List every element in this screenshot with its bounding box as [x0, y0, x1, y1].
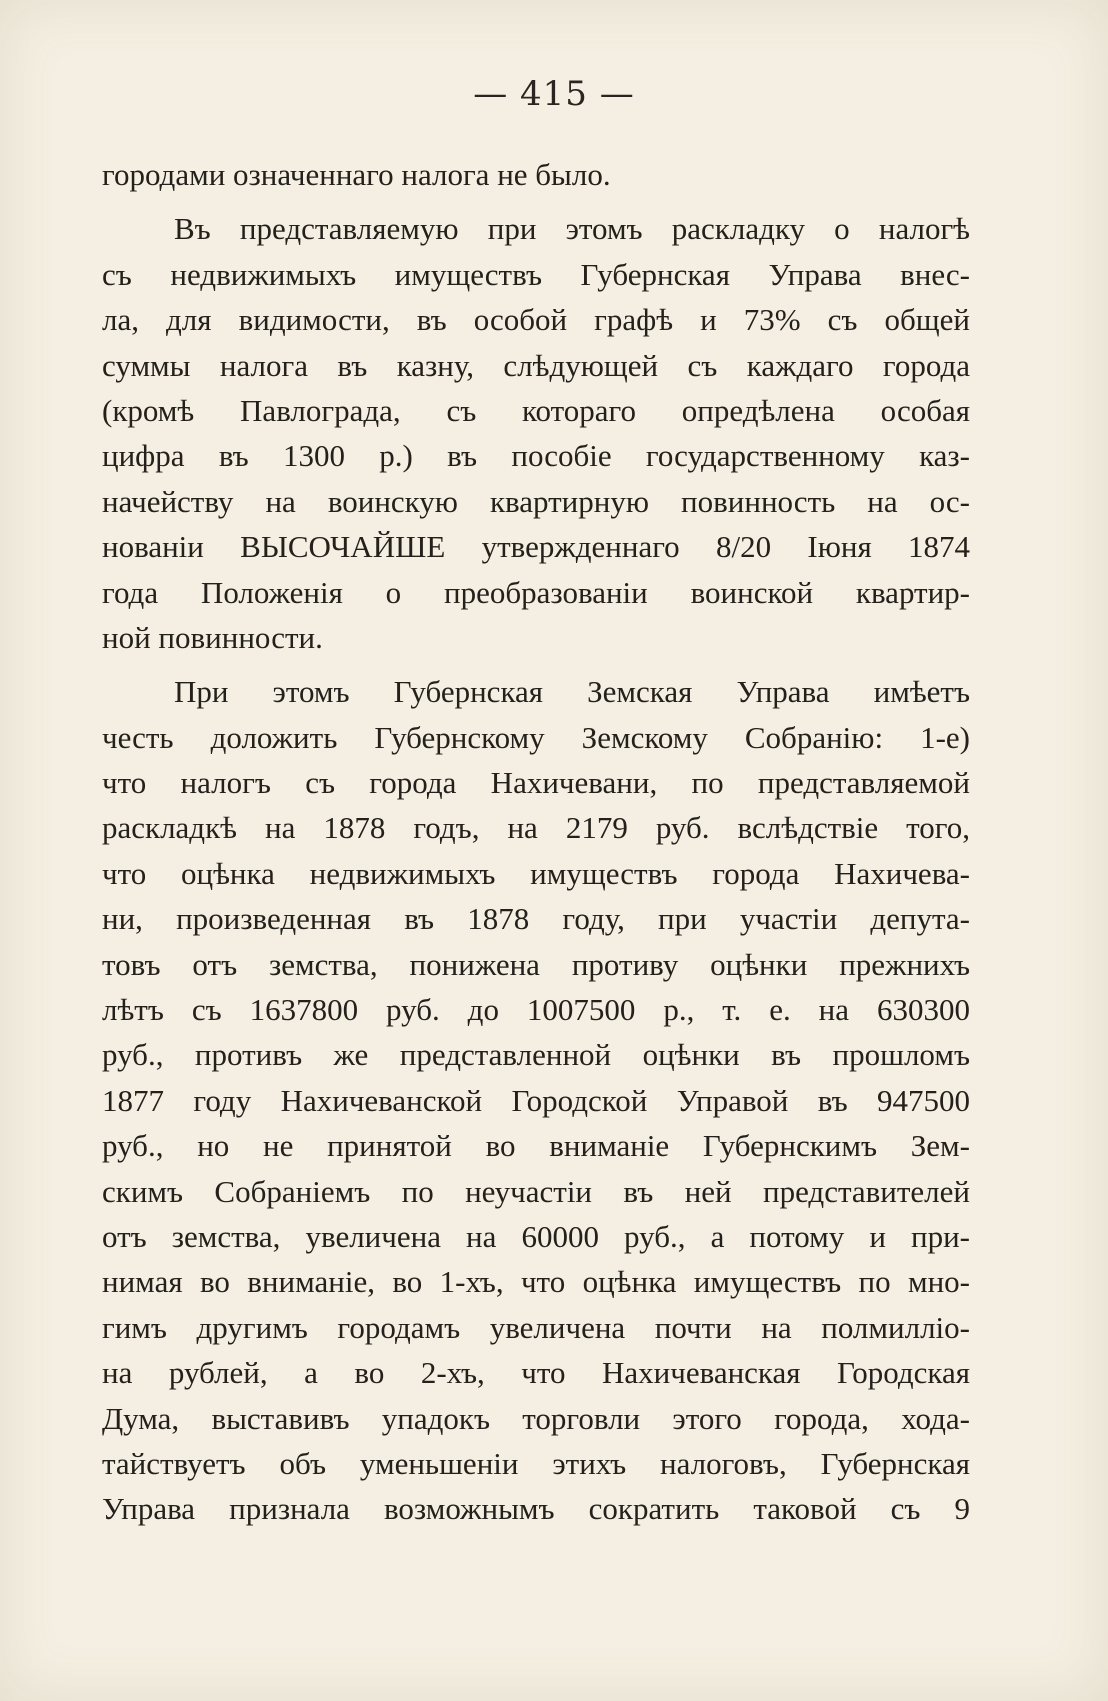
body-text — [102, 152, 970, 1532]
text-line: начейству на воинскую квартирную повинность на ос- — [102, 483, 970, 519]
text-line: При этомъ Губернская Земская Управа имѣетъ — [174, 674, 970, 710]
text-line: цифра въ 1300 р.) въ пособіе государственному каз- — [102, 438, 970, 474]
text-line: Дума, выставивъ упадокъ торговли этого города, хода- — [102, 1400, 970, 1436]
text-line: что оцѣнка недвижимыхъ имуществъ города Нахичева- — [102, 855, 970, 891]
text-line: Управа признала возможнымъ сократить таковой съ 9 — [102, 1491, 970, 1527]
text-line: на рублей, а во 2-хъ, что Нахичеванская Городская — [102, 1355, 970, 1391]
text-line: скимъ Собраніемъ по неучастіи въ ней представителей — [102, 1173, 970, 1209]
text-line: суммы налога въ казну, слѣдующей съ каждаго города — [102, 347, 970, 383]
text-line: ной повинности. — [102, 619, 323, 655]
text-line: лѣтъ съ 1637800 руб. до 1007500 р., т. е. на 630300 — [102, 992, 970, 1028]
text-line: городами означеннаго налога не было. — [102, 157, 611, 192]
text-line: что налогъ съ города Нахичевани, по представляемой — [102, 765, 970, 801]
text-line: руб., но не принятой во вниманіе Губернскимъ Зем- — [102, 1128, 970, 1164]
page-number: — 415 — — [473, 74, 635, 114]
text-line: тайствуетъ объ уменьшеніи этихъ налоговъ, Губернская — [102, 1445, 970, 1481]
text-line: Въ представляемую при этомъ раскладку о налогѣ — [174, 211, 970, 247]
paragraph-3 — [102, 669, 970, 1531]
text-line: отъ земства, увеличена на 60000 руб., а потому и при- — [102, 1218, 970, 1254]
paragraph-1 — [102, 152, 970, 197]
text-line: гимъ другимъ городамъ увеличена почти на полмилліо- — [102, 1309, 970, 1345]
text-line: раскладкѣ на 1878 годъ, на 2179 руб. вслѣдствіе того, — [102, 810, 970, 846]
text-line: руб., противъ же представленной оцѣнки въ прошломъ — [102, 1037, 970, 1073]
text-line: нимая во вниманіе, во 1-хъ, что оцѣнка имуществъ по мно- — [102, 1264, 970, 1300]
text-line: ла, для видимости, въ особой графѣ и 73% съ общей — [102, 302, 970, 338]
text-line: съ недвижимыхъ имуществъ Губернская Управа внес- — [102, 256, 970, 292]
text-line: товъ отъ земства, понижена противу оцѣнки прежнихъ — [102, 946, 970, 982]
text-line: нованіи ВЫСОЧАЙШЕ утвержденнаго 8/20 Іюня 1874 — [102, 529, 970, 565]
text-line: 1877 году Нахичеванской Городской Управой въ 947500 — [102, 1082, 970, 1118]
text-line: честь доложить Губернскому Земскому Собранію: 1-е) — [102, 719, 970, 755]
text-line: ни, произведенная въ 1878 году, при участіи депута- — [102, 901, 970, 937]
text-line: (кромѣ Павлограда, съ котораго опредѣлена особая — [102, 392, 970, 428]
paragraph-2 — [102, 206, 970, 660]
text-line: года Положенія о преобразованіи воинской квартир- — [102, 574, 970, 610]
